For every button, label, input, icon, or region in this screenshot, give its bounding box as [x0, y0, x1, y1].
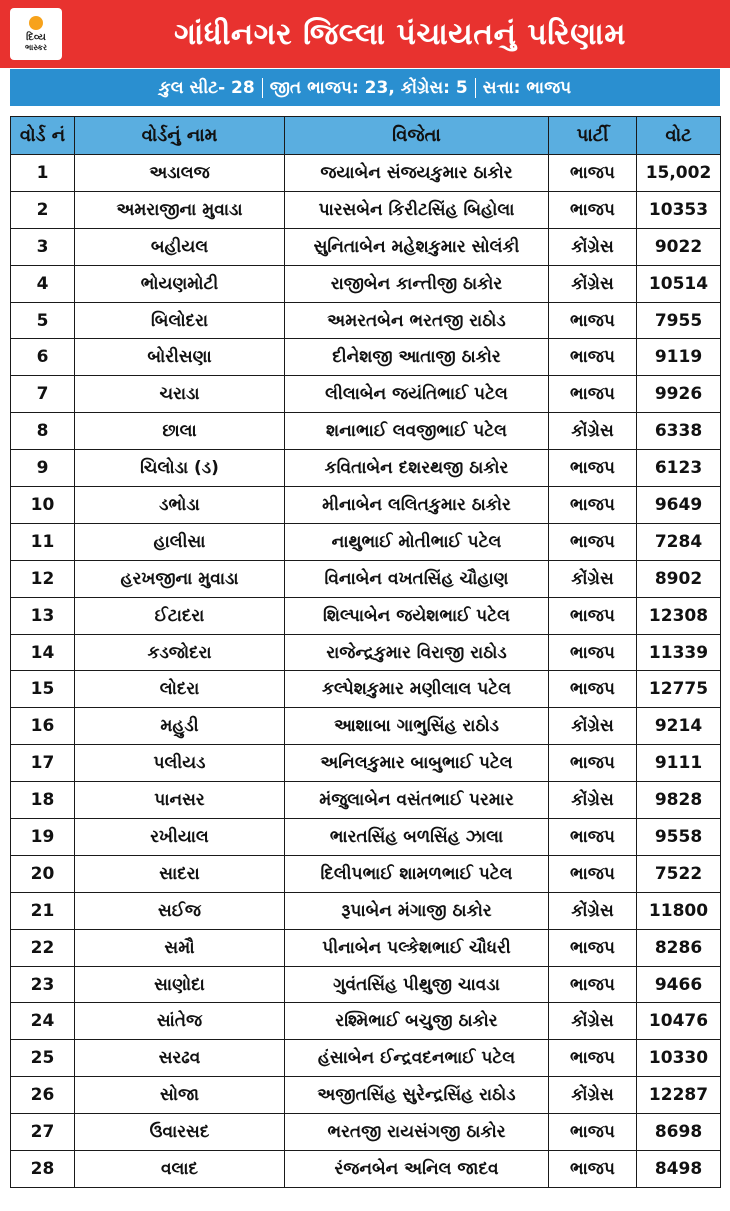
winner-name: લીલાબેન જયંતિભાઈ પટેલ [285, 376, 549, 413]
ward-name: રખીયાલ [75, 819, 285, 856]
total-seats: કુલ સીટ- 28 [158, 77, 255, 98]
party: ભાજપ [549, 819, 637, 856]
ward-name: હાલીસા [75, 523, 285, 560]
ward-number: 12 [11, 560, 75, 597]
ward-name: લોદરા [75, 671, 285, 708]
party: ભાજપ [549, 929, 637, 966]
results-table [10, 116, 721, 1188]
table-row [11, 1077, 721, 1114]
party: ભાજપ [549, 339, 637, 376]
table-row [11, 487, 721, 524]
ward-name: સરઢવ [75, 1040, 285, 1077]
ward-name: કડજોદરા [75, 634, 285, 671]
header-ward-name: વોર્ડનું નામ [75, 117, 285, 155]
votes: 9466 [637, 966, 721, 1003]
ruling-party: સત્તા: ભાજપ [482, 77, 572, 98]
winner-name: રાજેન્દ્રકુમાર વિરાજી રાઠોડ [285, 634, 549, 671]
party: કોંગ્રેસ [549, 560, 637, 597]
ward-name: સાદરા [75, 855, 285, 892]
winner-name: અજીતસિંહ સુરેન્દ્રસિંહ રાઠોડ [285, 1077, 549, 1114]
party: ભાજપ [549, 191, 637, 228]
winner-name: અનિલકુમાર બાબુભાઈ પટેલ [285, 745, 549, 782]
ward-number: 18 [11, 782, 75, 819]
winner-name: મીનાબેન લલિતકુમાર ઠાકોર [285, 487, 549, 524]
table-row [11, 376, 721, 413]
party: કોંગ્રેસ [549, 228, 637, 265]
table-row [11, 265, 721, 302]
table-row [11, 929, 721, 966]
winner-name: દિલીપભાઈ શામળભાઈ પટેલ [285, 855, 549, 892]
party: કોંગ્રેસ [549, 1077, 637, 1114]
votes: 6338 [637, 413, 721, 450]
ward-number: 15 [11, 671, 75, 708]
winner-name: વિનાબેન વખતસિંહ ચૌહાણ [285, 560, 549, 597]
votes: 8286 [637, 929, 721, 966]
votes: 7522 [637, 855, 721, 892]
ward-number: 10 [11, 487, 75, 524]
ward-number: 19 [11, 819, 75, 856]
ward-name: બોરીસણા [75, 339, 285, 376]
party: કોંગ્રેસ [549, 265, 637, 302]
winner-name: દીનેશજી આતાજી ઠાકોર [285, 339, 549, 376]
party: ભાજપ [549, 523, 637, 560]
ward-name: ચિલોડા (ડ) [75, 450, 285, 487]
party: ભાજપ [549, 302, 637, 339]
ward-number: 16 [11, 708, 75, 745]
party: ભાજપ [549, 671, 637, 708]
ward-name: સઈજ [75, 892, 285, 929]
votes: 15,002 [637, 155, 721, 192]
table-row [11, 966, 721, 1003]
winner-name: આશાબા ગાભુસિંહ રાઠોડ [285, 708, 549, 745]
party: કોંગ્રેસ [549, 892, 637, 929]
table-row [11, 560, 721, 597]
logo-text-line1: દિવ્ય [26, 32, 46, 43]
party: ભાજપ [549, 487, 637, 524]
winner-name: શિલ્પાબેન જયેશભાઈ પટેલ [285, 597, 549, 634]
table-row [11, 597, 721, 634]
page-title: ગાંધીનગર જિલ્લા પંચાયતનું પરિણામ [174, 16, 626, 52]
table-row [11, 413, 721, 450]
winner-name: કલ્પેશકુમાર મણીલાલ પટેલ [285, 671, 549, 708]
votes: 9119 [637, 339, 721, 376]
ward-number: 3 [11, 228, 75, 265]
table-row [11, 1040, 721, 1077]
table-row [11, 339, 721, 376]
header-party: પાર્ટી [549, 117, 637, 155]
table-row [11, 892, 721, 929]
header-winner: વિજેતા [285, 117, 549, 155]
ward-number: 25 [11, 1040, 75, 1077]
ward-number: 21 [11, 892, 75, 929]
ward-name: ઈટાદરા [75, 597, 285, 634]
header-ward-no: વોર્ડ નં [11, 117, 75, 155]
ward-name: ઉવારસદ [75, 1114, 285, 1151]
winner-name: સુનિતાબેન મહેશકુમાર સોલંકી [285, 228, 549, 265]
votes: 10476 [637, 1003, 721, 1040]
winner-name: ગુવંતસિંહ પીથુજી ચાવડા [285, 966, 549, 1003]
votes: 12775 [637, 671, 721, 708]
winner-name: કવિતાબેન દશરથજી ઠાકોર [285, 450, 549, 487]
winner-name: જયાબેન સંજયકુમાર ઠાકોર [285, 155, 549, 192]
party-wins: જીત ભાજપ: 23, કોંગ્રેસ: 5 [269, 77, 468, 98]
sun-icon [29, 16, 43, 30]
votes: 9558 [637, 819, 721, 856]
table-row [11, 155, 721, 192]
table-row [11, 191, 721, 228]
table-row [11, 1003, 721, 1040]
logo-text-line2: ભાસ્કર [24, 43, 48, 52]
ward-name: સાંતેજ [75, 1003, 285, 1040]
party: કોંગ્રેસ [549, 1003, 637, 1040]
ward-name: હરખજીના મુવાડા [75, 560, 285, 597]
table-row [11, 671, 721, 708]
divya-bhaskar-logo [10, 8, 62, 60]
winner-name: હંસાબેન ઈન્દ્રવદનભાઈ પટેલ [285, 1040, 549, 1077]
winner-name: શનાભાઈ લવજીભાઈ પટેલ [285, 413, 549, 450]
winner-name: અમરતબેન ભરતજી રાઠોડ [285, 302, 549, 339]
ward-name: પલીયડ [75, 745, 285, 782]
divider [262, 78, 263, 98]
winner-name: પારસબેન કિરીટસિંહ બિહોલા [285, 191, 549, 228]
winner-name: ભરતજી રાયસંગજી ઠાકોર [285, 1114, 549, 1151]
votes: 10330 [637, 1040, 721, 1077]
votes: 7955 [637, 302, 721, 339]
votes: 9111 [637, 745, 721, 782]
ward-number: 2 [11, 191, 75, 228]
party: ભાજપ [549, 1151, 637, 1188]
party: ભાજપ [549, 597, 637, 634]
party: ભાજપ [549, 376, 637, 413]
party: ભાજપ [549, 634, 637, 671]
ward-name: ડભોડા [75, 487, 285, 524]
votes: 12287 [637, 1077, 721, 1114]
winner-name: મંજુલાબેન વસંતભાઈ પરમાર [285, 782, 549, 819]
ward-name: વલાદ [75, 1151, 285, 1188]
party: કોંગ્રેસ [549, 782, 637, 819]
winner-name: પીનાબેન પલ્કેશભાઈ ચૌધરી [285, 929, 549, 966]
table-header-row [11, 117, 721, 155]
ward-name: પાનસર [75, 782, 285, 819]
ward-number: 26 [11, 1077, 75, 1114]
ward-number: 13 [11, 597, 75, 634]
party: ભાજપ [549, 155, 637, 192]
ward-number: 28 [11, 1151, 75, 1188]
party: ભાજપ [549, 1040, 637, 1077]
header-votes: વોટ [637, 117, 721, 155]
votes: 7284 [637, 523, 721, 560]
party: કોંગ્રેસ [549, 708, 637, 745]
table-row [11, 708, 721, 745]
winner-name: ભારતસિંહ બળસિંહ ઝાલા [285, 819, 549, 856]
votes: 9828 [637, 782, 721, 819]
table-row [11, 228, 721, 265]
ward-number: 17 [11, 745, 75, 782]
votes: 11339 [637, 634, 721, 671]
table-row [11, 523, 721, 560]
winner-name: રાજીબેન કાન્તીજી ઠાકોર [285, 265, 549, 302]
votes: 11800 [637, 892, 721, 929]
ward-number: 20 [11, 855, 75, 892]
ward-number: 24 [11, 1003, 75, 1040]
ward-name: બિલોદરા [75, 302, 285, 339]
ward-name: સમૌ [75, 929, 285, 966]
header-banner [0, 0, 730, 68]
table-row [11, 819, 721, 856]
ward-name: છાલા [75, 413, 285, 450]
votes: 10353 [637, 191, 721, 228]
votes: 9022 [637, 228, 721, 265]
winner-name: રશ્મિભાઈ બચુજી ઠાકોર [285, 1003, 549, 1040]
table-row [11, 745, 721, 782]
votes: 9649 [637, 487, 721, 524]
votes: 8698 [637, 1114, 721, 1151]
winner-name: રંજનબેન અનિલ જાદવ [285, 1151, 549, 1188]
votes: 9214 [637, 708, 721, 745]
table-row [11, 1151, 721, 1188]
table-row [11, 302, 721, 339]
ward-number: 7 [11, 376, 75, 413]
ward-number: 14 [11, 634, 75, 671]
ward-number: 9 [11, 450, 75, 487]
ward-name: અમરાજીના મુવાડા [75, 191, 285, 228]
votes: 8902 [637, 560, 721, 597]
table-row [11, 450, 721, 487]
party: ભાજપ [549, 855, 637, 892]
ward-number: 8 [11, 413, 75, 450]
party: ભાજપ [549, 745, 637, 782]
ward-name: ભોયણમોટી [75, 265, 285, 302]
summary-bar [10, 69, 720, 106]
ward-number: 5 [11, 302, 75, 339]
party: ભાજપ [549, 450, 637, 487]
winner-name: નાથુભાઈ મોતીભાઈ પટેલ [285, 523, 549, 560]
votes: 6123 [637, 450, 721, 487]
ward-number: 6 [11, 339, 75, 376]
votes: 9926 [637, 376, 721, 413]
table-row [11, 782, 721, 819]
ward-number: 11 [11, 523, 75, 560]
ward-name: મહુડી [75, 708, 285, 745]
party: ભાજપ [549, 1114, 637, 1151]
ward-number: 4 [11, 265, 75, 302]
votes: 12308 [637, 597, 721, 634]
table-row [11, 855, 721, 892]
ward-name: ચરાડા [75, 376, 285, 413]
ward-number: 1 [11, 155, 75, 192]
ward-number: 27 [11, 1114, 75, 1151]
ward-name: બહીયલ [75, 228, 285, 265]
ward-name: સાણોદા [75, 966, 285, 1003]
ward-name: સોજા [75, 1077, 285, 1114]
votes: 8498 [637, 1151, 721, 1188]
divider [475, 78, 476, 98]
party: કોંગ્રેસ [549, 413, 637, 450]
winner-name: રૂપાબેન મંગાજી ઠાકોર [285, 892, 549, 929]
votes: 10514 [637, 265, 721, 302]
table-row [11, 634, 721, 671]
ward-name: અડાલજ [75, 155, 285, 192]
table-row [11, 1114, 721, 1151]
ward-number: 22 [11, 929, 75, 966]
ward-number: 23 [11, 966, 75, 1003]
party: ભાજપ [549, 966, 637, 1003]
